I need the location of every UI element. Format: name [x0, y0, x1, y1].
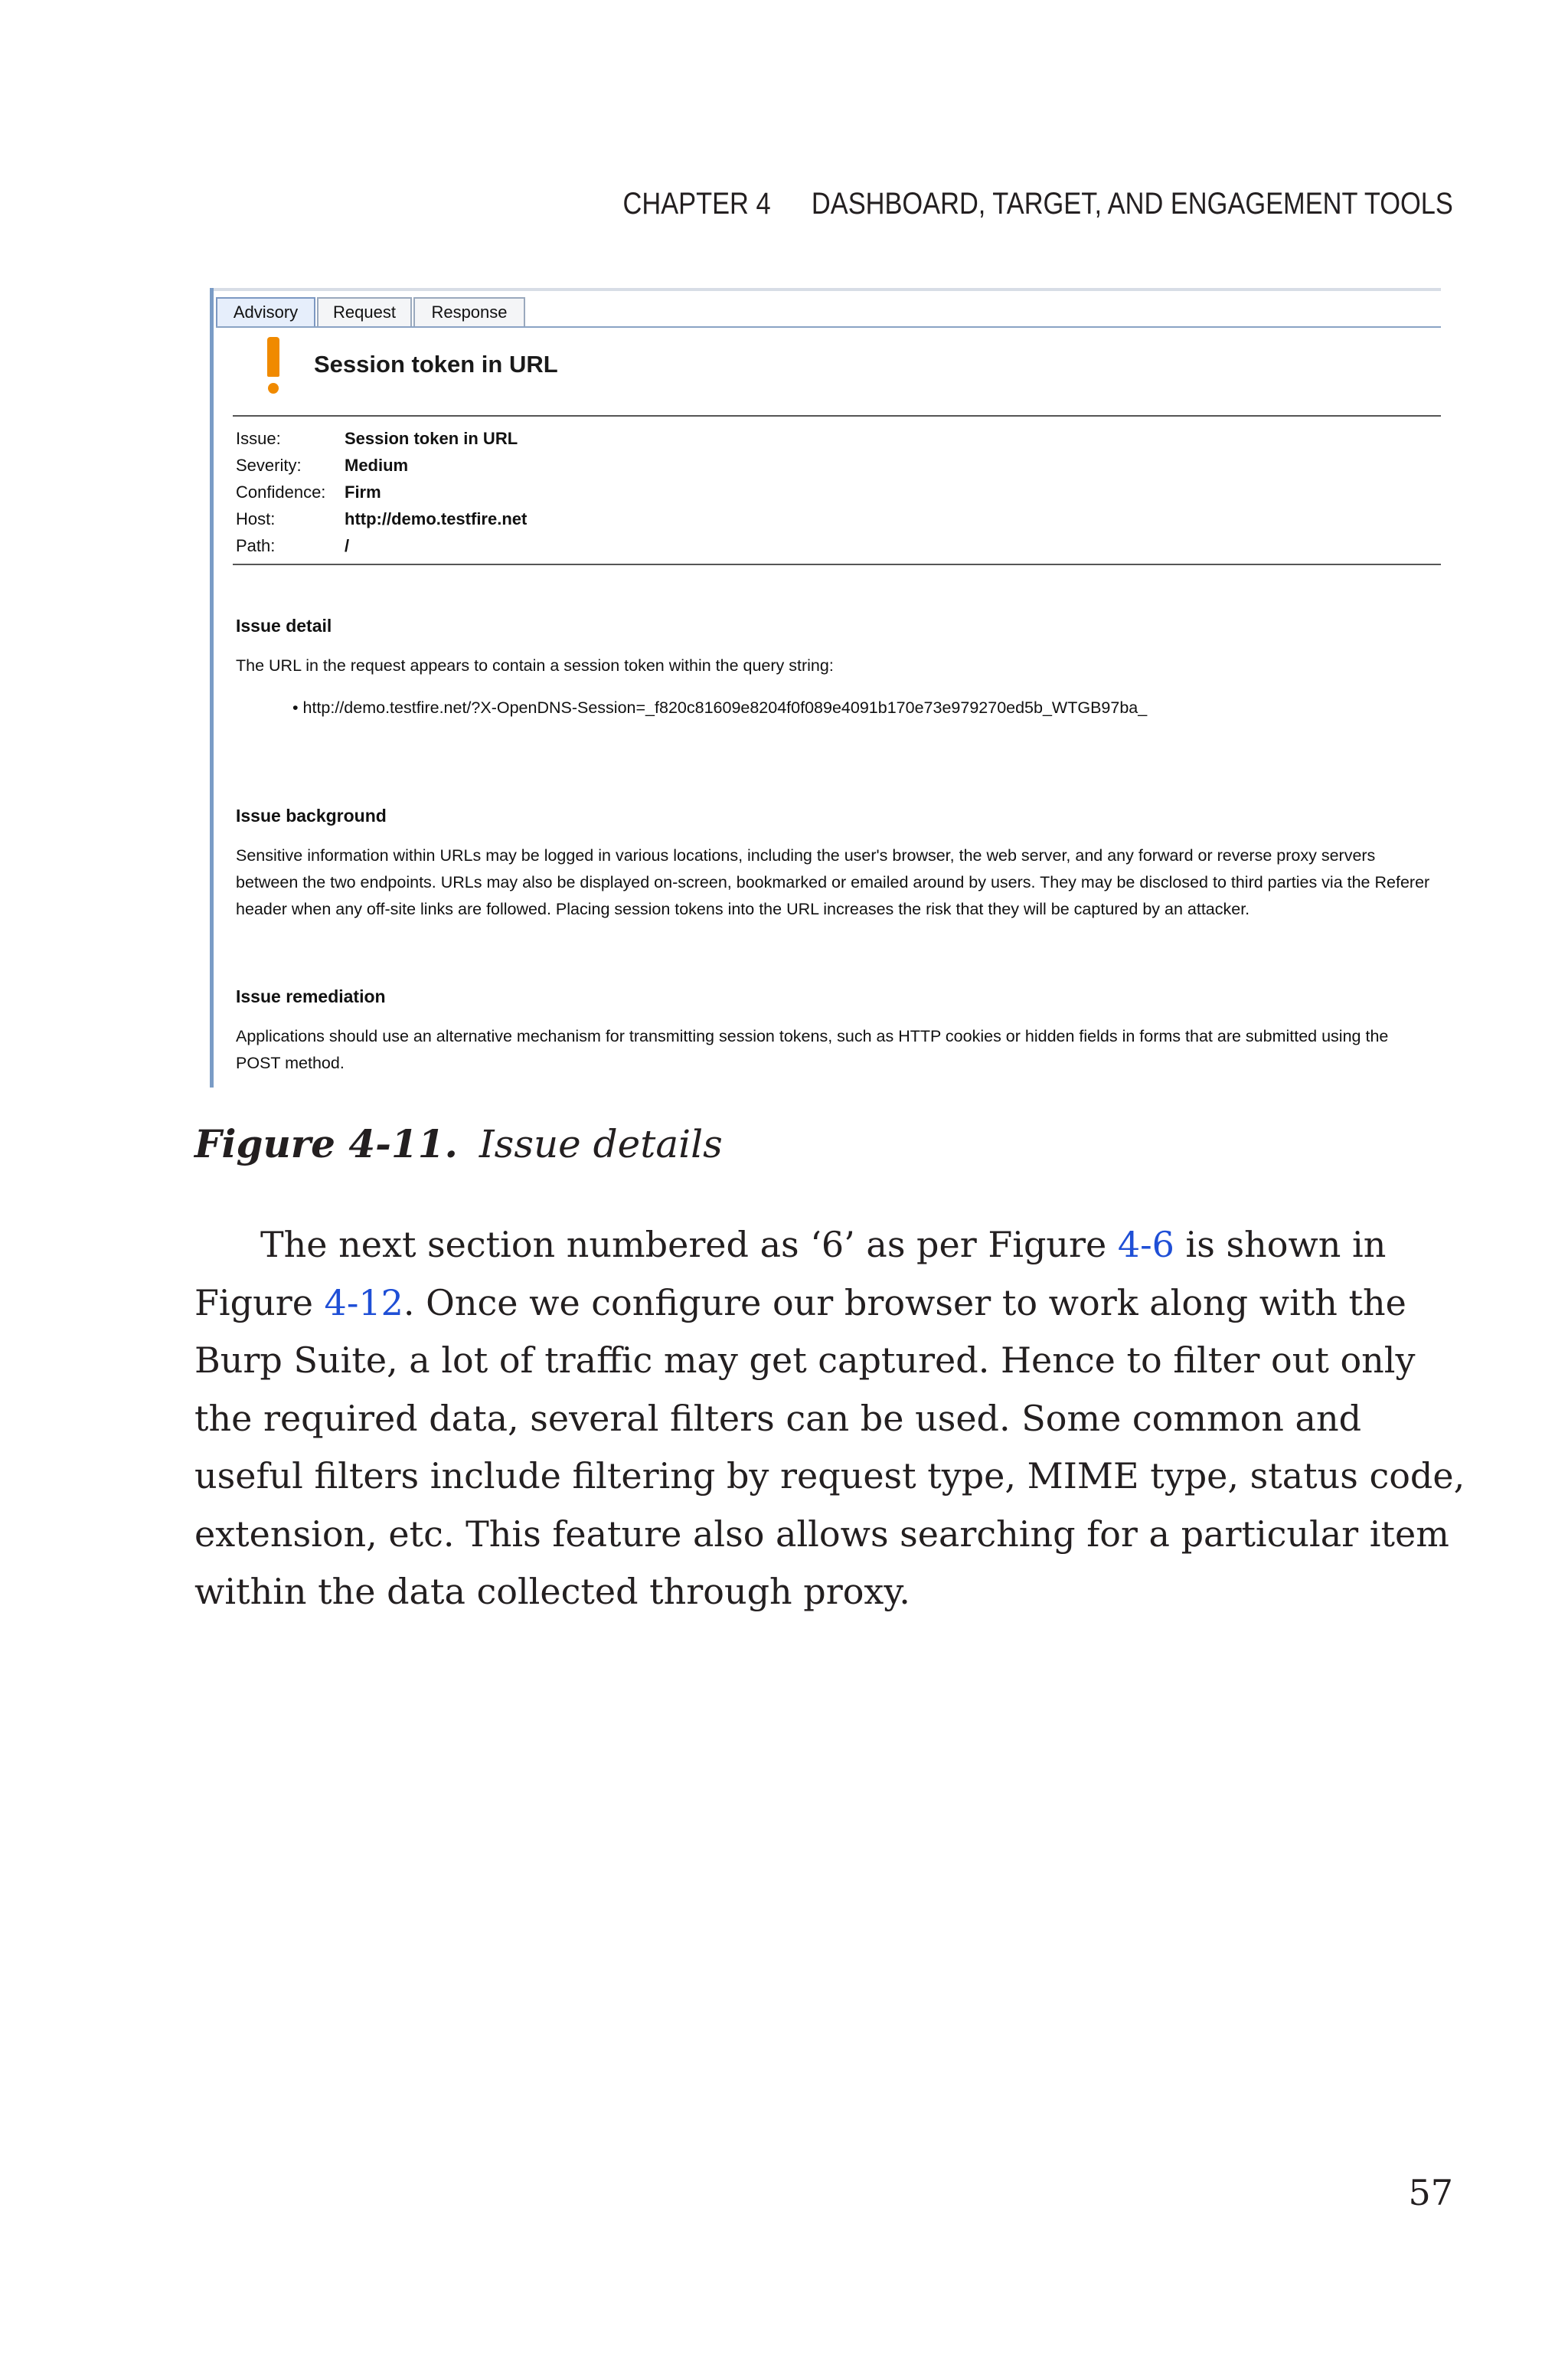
figure-link-4-6[interactable]: 4-6	[1117, 1224, 1174, 1265]
body-text	[194, 1216, 1465, 1621]
field-label: Path:	[236, 536, 276, 555]
figure-link-4-12[interactable]: 4-12	[324, 1281, 403, 1323]
advisory-heading: Session token in URL	[314, 351, 558, 378]
running-header	[623, 187, 1453, 221]
body-text-part: is shown in Figure	[194, 1224, 1387, 1323]
tab-request[interactable]: Request	[317, 297, 412, 326]
field-label: Severity:	[236, 456, 302, 475]
body-text-part: . Once we configure our browser to work along with the Burp Suite, a lot of traffic may get captured. Hence to filter out only the required data, several filters can be used. Some common and useful filters include filtering by request type, MIME type, status code, extension, etc. This feature also allows searching for a particular item within the data collected through proxy.	[194, 1281, 1465, 1612]
issue-detail-text: The URL in the request appears to contain a session token within the query string:	[236, 656, 834, 675]
tab-advisory[interactable]: Advisory	[216, 297, 315, 326]
field-value: /	[345, 536, 350, 555]
tab-bar	[216, 297, 1441, 328]
figure-caption	[194, 1121, 723, 1166]
window-left-border	[210, 288, 214, 1088]
window-top-border	[210, 288, 1441, 291]
issue-background-title: Issue background	[236, 806, 387, 826]
field-label: Confidence:	[236, 482, 326, 502]
figure-screenshot	[210, 288, 1441, 1088]
divider	[233, 564, 1441, 565]
issue-background-text: Sensitive information within URLs may be logged in various locations, including the user's browser, the web server, and any forward or reverse proxy servers between the two endpoints. URLs may also be displayed on-screen, bookmarked or emailed around by users. They may be disclosed to third parties via the Referer header when any off-site links are followed. Placing session tokens into the URL increases the risk that they will be captured by an attacker.	[236, 846, 1430, 918]
field-value: Firm	[345, 482, 381, 502]
field-label: Host:	[236, 509, 276, 528]
field-value: http://demo.testfire.net	[345, 509, 528, 528]
figure-number: Figure 4-11.	[194, 1121, 458, 1166]
figure-caption-text: Issue details	[479, 1122, 723, 1166]
chapter-title: DASHBOARD, TARGET, AND ENGAGEMENT TOOLS	[812, 187, 1453, 221]
issue-detail-bullet: • http://demo.testfire.net/?X-OpenDNS-Session=_f820c81609e8204f0f089e4091b170e73e979270ed5b_WTGB97ba_	[292, 698, 1148, 717]
issue-remediation-title: Issue remediation	[236, 986, 386, 1006]
page-number: 57	[1408, 2172, 1453, 2213]
tab-response[interactable]: Response	[413, 297, 525, 326]
body-paragraph	[194, 1216, 1465, 1621]
divider	[233, 415, 1441, 417]
body-text-part: The next section numbered as ‘6’ as per Figure	[260, 1224, 1118, 1265]
field-label: Issue:	[236, 429, 281, 448]
field-value: Session token in URL	[345, 429, 518, 448]
session-url: http://demo.testfire.net/?X-OpenDNS-Session=_f820c81609e8204f0f089e4091b170e73e979270ed5b_WTGB97ba_	[302, 698, 1148, 717]
warning-exclamation-icon	[265, 337, 282, 397]
issue-detail-title: Issue detail	[236, 616, 332, 636]
field-value: Medium	[345, 456, 409, 475]
issue-remediation-text: Applications should use an alternative mechanism for transmitting session tokens, such as HTTP cookies or hidden fields in forms that are submitted using the POST method.	[236, 1027, 1389, 1072]
chapter-label: CHAPTER 4	[622, 187, 771, 221]
